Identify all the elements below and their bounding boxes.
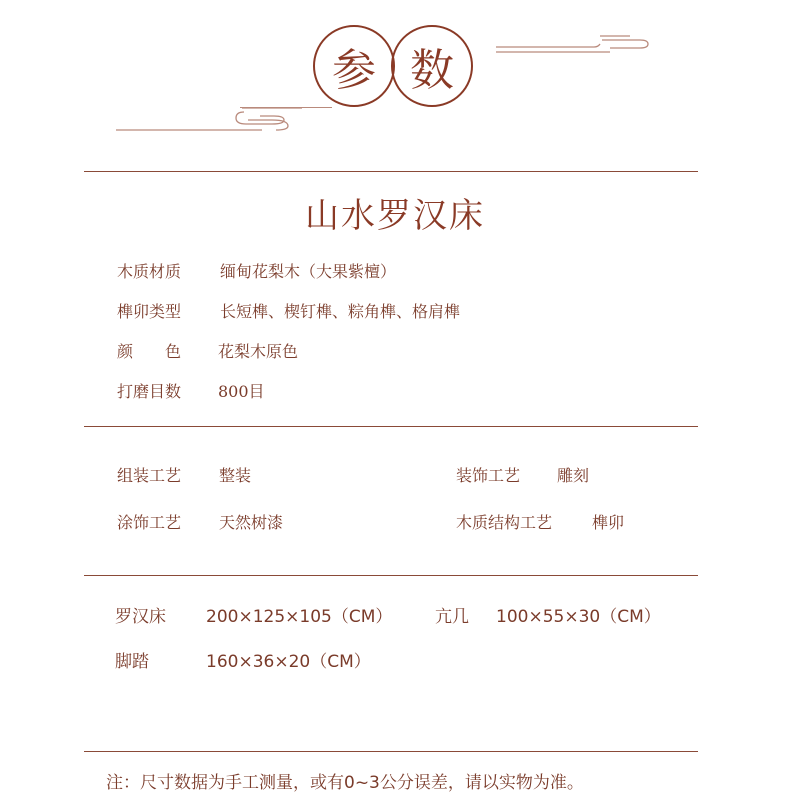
header-char-circle-1 — [313, 25, 395, 107]
craft-label-finish: 涂饰工艺 — [117, 513, 182, 532]
spec-value-polish: 800目 — [218, 382, 265, 401]
dim-value-footrest: 160×36×20（CM） — [206, 652, 371, 672]
product-title: 山水罗汉床 — [305, 196, 485, 236]
cloud-swirl-right-icon — [490, 30, 660, 60]
dim-value-bed: 200×125×105（CM） — [206, 607, 393, 627]
dim-value-table: 100×55×30（CM） — [496, 607, 661, 627]
cloud-swirl-left-icon — [112, 100, 302, 140]
header-char-1: 参 — [332, 45, 376, 96]
header-char-2: 数 — [410, 45, 454, 96]
dim-label-bed: 罗汉床 — [115, 607, 166, 627]
cloud-swirl-left-line — [240, 107, 332, 108]
dim-label-table: 亢几 — [435, 607, 469, 627]
craft-label-structure: 木质结构工艺 — [456, 513, 553, 532]
measurement-note: 注：尺寸数据为手工测量，或有0~3公分误差，请以实物为准。 — [106, 773, 584, 793]
spec-label-joinery: 榫卯类型 — [117, 302, 182, 321]
craft-value-structure: 榫卯 — [592, 513, 625, 532]
divider-bottom — [84, 751, 698, 752]
craft-label-decoration: 装饰工艺 — [456, 466, 521, 485]
dim-label-footrest: 脚踏 — [115, 652, 149, 672]
craft-value-finish: 天然树漆 — [219, 513, 284, 532]
craft-value-decoration: 雕刻 — [557, 466, 590, 485]
spec-label-polish: 打磨目数 — [117, 382, 182, 401]
spec-value-material: 缅甸花梨木（大果紫檀） — [220, 262, 397, 281]
spec-value-color: 花梨木原色 — [218, 342, 299, 361]
divider-top — [84, 171, 698, 172]
craft-label-assembly: 组装工艺 — [117, 466, 182, 485]
header-char-circle-2 — [391, 25, 473, 107]
spec-label-material: 木质材质 — [117, 262, 182, 281]
spec-value-joinery: 长短榫、楔钉榫、粽角榫、格肩榫 — [220, 302, 461, 321]
craft-value-assembly: 整装 — [219, 466, 252, 485]
spec-label-color: 颜 色 — [117, 342, 182, 361]
divider-specs — [84, 426, 698, 427]
divider-crafts — [84, 575, 698, 576]
